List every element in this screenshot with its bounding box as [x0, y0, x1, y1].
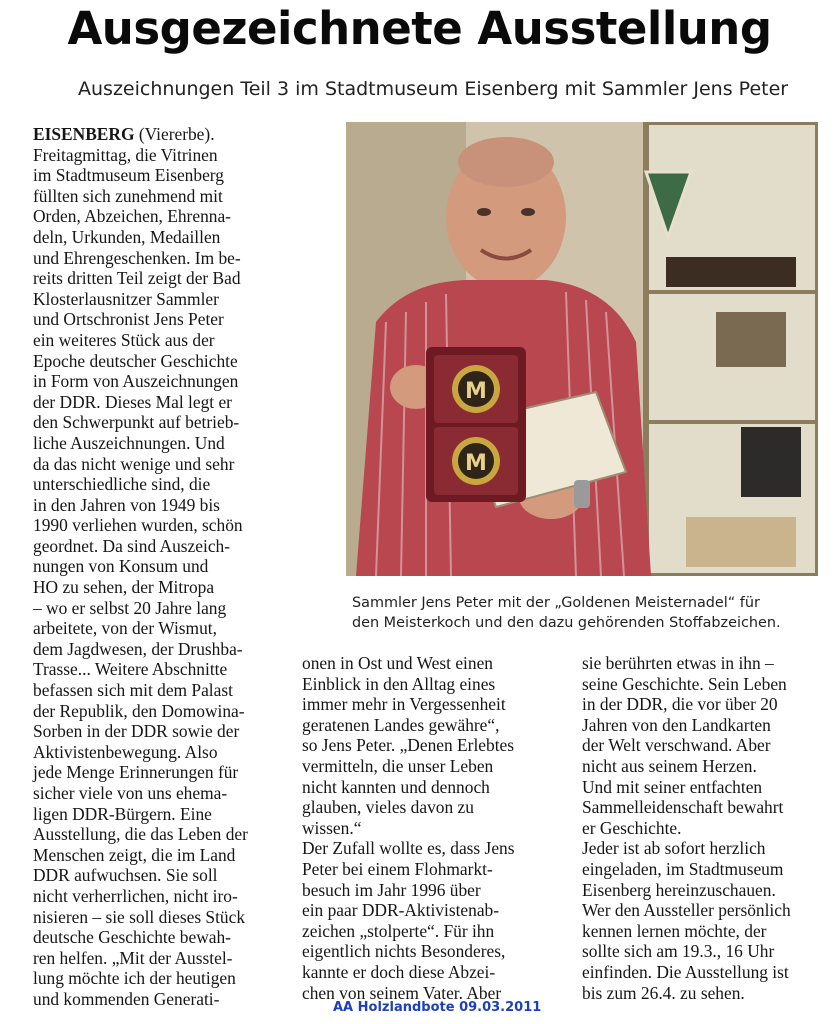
article-line: in den Jahren von 1949 bis: [33, 494, 220, 515]
article-column-1: [33, 124, 295, 1010]
article-line: einfinden. Die Ausstellung ist: [582, 961, 789, 982]
article-line: ein weiteres Stück aus der: [33, 329, 215, 350]
article-line: kannte er doch diese Abzei-: [302, 961, 496, 982]
article-line: ein paar DDR-Aktivistenab-: [302, 900, 500, 921]
article-line: arbeitete, von der Wismut,: [33, 618, 217, 639]
dateline-author: (Viererbe).: [134, 124, 215, 144]
article-line: eigentlich nichts Besonderes,: [302, 941, 506, 962]
article-line: den Schwerpunkt auf betrieb-: [33, 412, 240, 433]
article-line: Menschen zeigt, die im Land: [33, 844, 236, 865]
article-line: vermitteln, die unser Leben: [302, 755, 494, 776]
article-line: der Republik, den Domowina-: [33, 700, 245, 721]
source-credit: AA Holzlandbote 09.03.2011: [333, 1000, 542, 1015]
caption-line-1: Sammler Jens Peter mit der „Goldenen Meisternadel“ für: [352, 595, 760, 611]
article-line: onen in Ost und West einen: [302, 653, 493, 673]
article-column-2: [302, 653, 570, 1003]
article-line: Der Zufall wollte es, dass Jens: [302, 838, 515, 859]
article-line: Freitagmittag, die Vitrinen: [33, 144, 218, 165]
article-line: liche Auszeichnungen. Und: [33, 432, 225, 453]
article-line: reits dritten Teil zeigt der Bad: [33, 268, 241, 289]
article-line: Peter bei einem Flohmarkt-: [302, 858, 493, 879]
article-line: nungen von Konsum und: [33, 556, 209, 577]
article-line: geratenen Landes gewähre“,: [302, 714, 500, 735]
article-line: nicht verherrlichen, nicht iro-: [33, 885, 238, 906]
article-line: Eisenberg hereinzuschauen.: [582, 879, 776, 900]
article-line: seine Geschichte. Sein Leben: [582, 673, 787, 694]
subheadline: Auszeichnungen Teil 3 im Stadtmuseum Eisenberg mit Sammler Jens Peter: [78, 78, 789, 100]
article-line: so Jens Peter. „Denen Erlebtes: [302, 735, 515, 756]
article-line: er Geschichte.: [582, 817, 682, 838]
article-line: nisieren – sie soll dieses Stück: [33, 906, 246, 927]
article-line: geordnet. Da sind Auszeich-: [33, 535, 231, 556]
article-line: sollte sich am 19.3., 16 Uhr: [582, 941, 775, 962]
dateline-place: EISENBERG: [33, 124, 135, 144]
article-line: Orden, Abzeichen, Ehrenna-: [33, 206, 231, 227]
article-line: der Welt verschwand. Aber: [582, 735, 771, 756]
headline: Ausgezeichnete Ausstellung: [67, 2, 772, 55]
article-line: nicht aus seinem Herzen.: [582, 755, 757, 776]
article-line: und kommenden Generati-: [33, 988, 220, 1009]
article-line: Und mit seiner entfachten: [582, 776, 763, 797]
article-line: ligen DDR-Bürgern. Eine: [33, 803, 212, 824]
article-line: chen von seinem Vater. Aber: [302, 982, 502, 1003]
article-line: kennen lernen möchte, der: [582, 920, 767, 941]
article-line: in der DDR, die vor über 20: [582, 694, 778, 715]
article-line: Wer den Aussteller persönlich: [582, 900, 791, 921]
article-line: glauben, vieles davon zu: [302, 797, 474, 818]
article-line: eingeladen, im Stadtmuseum: [582, 858, 784, 879]
article-line: immer mehr in Vergessenheit: [302, 694, 506, 715]
article-line: sie berührten etwas in ihn –: [582, 653, 774, 673]
article-line: Aktivistenbewegung. Also: [33, 741, 218, 762]
article-line: besuch im Jahr 1996 über: [302, 879, 481, 900]
article-line: deutsche Geschichte bewah-: [33, 927, 231, 948]
article-line: da das nicht wenige und sehr: [33, 453, 235, 474]
caption-line-2: den Meisterkoch und den dazu gehörenden Stoffabzeichen.: [352, 615, 781, 631]
medal-letter-2: M: [465, 451, 487, 476]
article-line: Einblick in den Alltag eines: [302, 673, 496, 694]
article-line: dem Jagdwesen, der Drushba-: [33, 638, 243, 659]
article-line: bis zum 26.4. zu sehen.: [582, 982, 745, 1003]
article-line: Ausstellung, die das Leben der: [33, 824, 248, 845]
article-line: der DDR. Dieses Mal legt er: [33, 391, 232, 412]
article-line: und Ehrengeschenken. Im be-: [33, 247, 241, 268]
article-line: Sammelleidenschaft bewahrt: [582, 797, 784, 818]
article-line: DDR aufwuchsen. Sie soll: [33, 865, 218, 886]
article-line: wissen.“: [302, 817, 362, 838]
article-line: in Form von Auszeichnungen: [33, 371, 239, 392]
photo-illustration: [346, 122, 818, 576]
article-line: nicht kannten und dennoch: [302, 776, 490, 797]
article-line: Trasse... Weitere Abschnitte: [33, 659, 228, 680]
article-line: Jahren von den Landkarten: [582, 714, 771, 735]
article-line: 1990 verliehen wurden, schön: [33, 515, 243, 536]
article-line: befassen sich mit dem Palast: [33, 680, 233, 701]
article-line: ren helfen. „Mit der Ausstel-: [33, 947, 233, 968]
photo-caption: [352, 593, 822, 633]
article-line: sicher viele von uns ehema-: [33, 783, 228, 803]
article-line: zeichen „stolperte“. Für ihn: [302, 920, 495, 941]
article-column-3: [582, 653, 832, 1003]
article-line: HO zu sehen, der Mitropa: [33, 577, 215, 598]
article-line: Sorben in der DDR sowie der: [33, 721, 240, 742]
article-line: unterschiedliche sind, die: [33, 474, 211, 495]
article-line: jede Menge Erinnerungen für: [33, 762, 239, 783]
article-line: und Ortschronist Jens Peter: [33, 309, 224, 330]
article-line: Klosterlausnitzer Sammler: [33, 288, 219, 309]
article-line: im Stadtmuseum Eisenberg: [33, 165, 224, 186]
medal-letter: M: [465, 379, 487, 404]
article-photo: [346, 122, 818, 576]
article-line: Epoche deutscher Geschichte: [33, 350, 238, 371]
article-line: lung möchte ich der heutigen: [33, 968, 236, 989]
dateline: [33, 124, 295, 145]
article-line: füllten sich zunehmend mit: [33, 185, 223, 206]
article-line: Jeder ist ab sofort herzlich: [582, 838, 766, 859]
article-line: deln, Urkunden, Medaillen: [33, 226, 221, 247]
article-line: – wo er selbst 20 Jahre lang: [33, 597, 227, 618]
